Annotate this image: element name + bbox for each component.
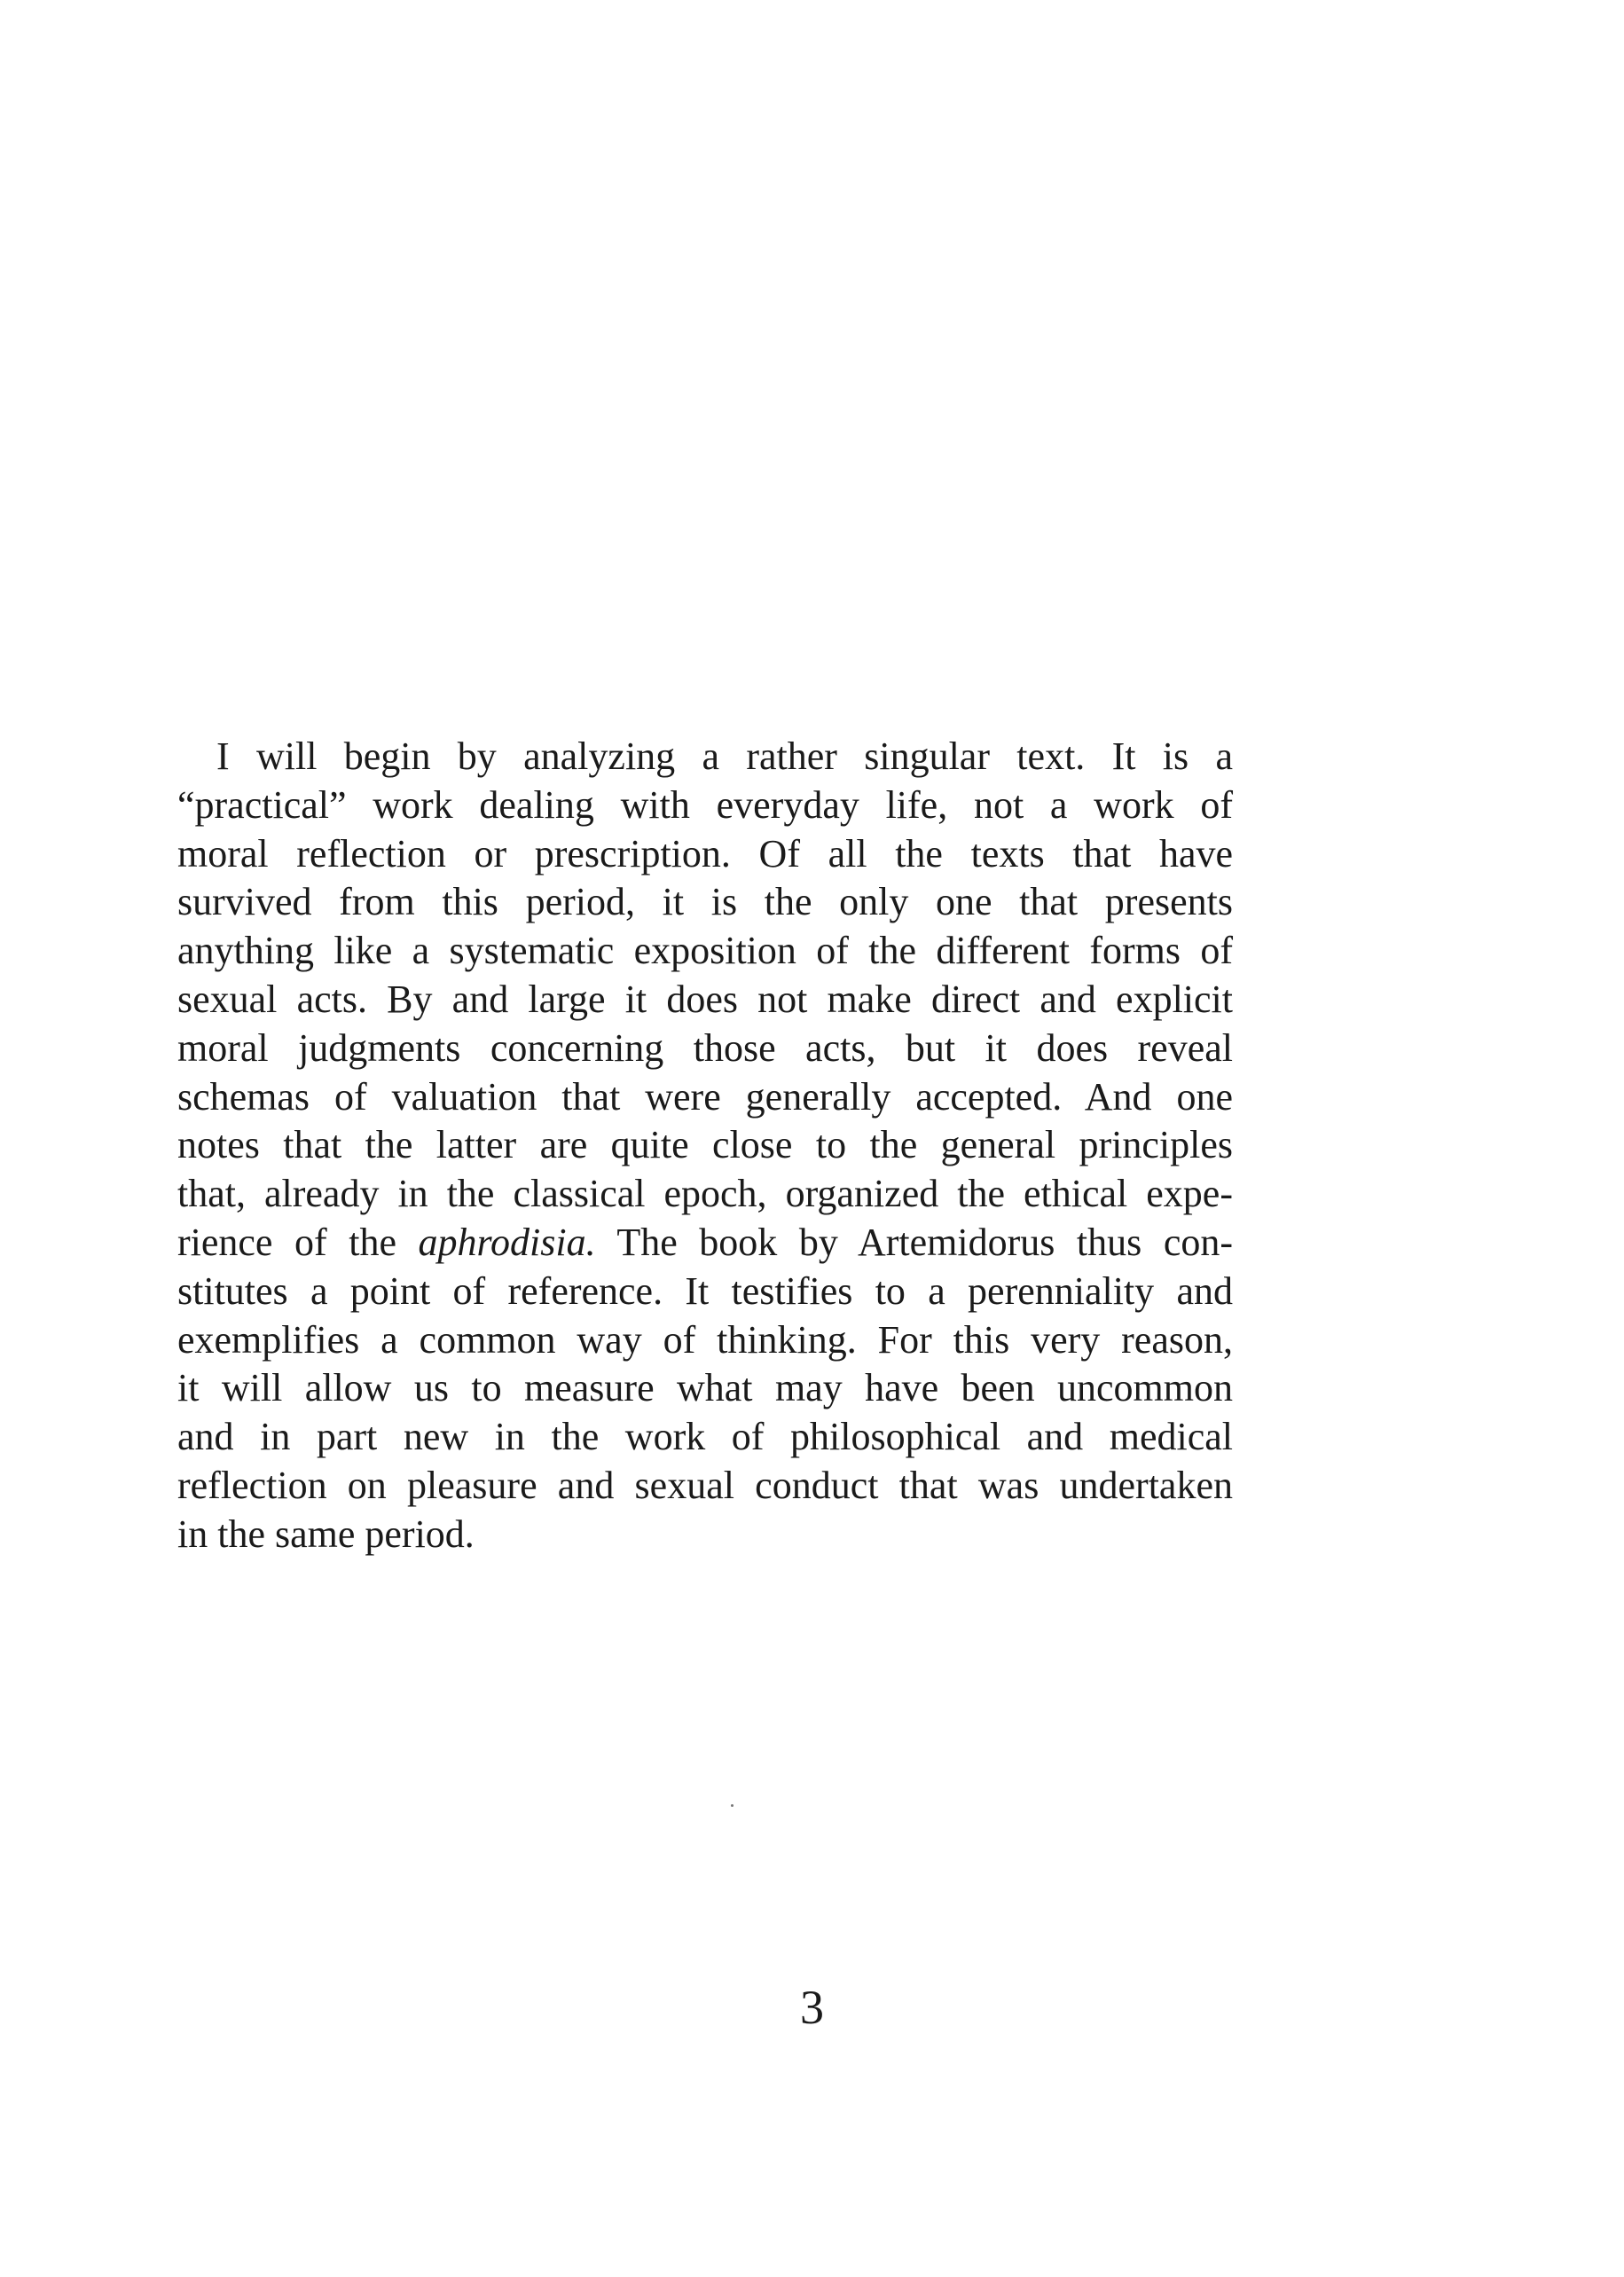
text-line: it will allow us to measure what may have been uncommon	[177, 1366, 1233, 1410]
text-line: “practical” work dealing with everyday life, not a work of	[177, 782, 1233, 827]
text-line: reflection on pleasure and sexual conduct that was undertaken	[177, 1463, 1233, 1507]
text-line: stitutes a point of reference. It testifies to a perenniality and	[177, 1268, 1233, 1313]
text-line: schemas of valuation that were generally accepted. And one	[177, 1074, 1233, 1119]
text-line: moral reflection or prescription. Of all the texts that have	[177, 831, 1233, 875]
page-number: 3	[800, 1981, 824, 2034]
text-line: notes that the latter are quite close to the general principles	[177, 1123, 1233, 1167]
text-line: moral judgments concerning those acts, but it does reveal	[177, 1025, 1233, 1070]
stray-mark	[731, 1804, 734, 1807]
text-line: anything like a systematic exposition of the different forms of	[177, 929, 1233, 973]
text-line: exemplifies a common way of thinking. For this very reason,	[177, 1317, 1233, 1362]
text-line: and in part new in the work of philosophical and medical	[177, 1415, 1233, 1459]
text-line: I will begin by analyzing a rather singular text. It is a	[216, 734, 1233, 778]
italic-term-aphrodisia: aphrodisia.	[418, 1220, 596, 1264]
line-text-before-italic: rience of the	[177, 1220, 419, 1264]
text-line	[177, 1219, 1233, 1268]
body-paragraph	[177, 733, 1233, 1559]
text-line: sexual acts. By and large it does not make direct and explicit	[177, 977, 1233, 1021]
text-line: in the same period.	[177, 1511, 475, 1556]
text-line: survived from this period, it is the only one that presents	[177, 880, 1233, 924]
line-text-after-italic: The book by Artemidorus thus con-	[595, 1220, 1234, 1264]
text-line: that, already in the classical epoch, organized the ethical expe-	[177, 1172, 1233, 1216]
